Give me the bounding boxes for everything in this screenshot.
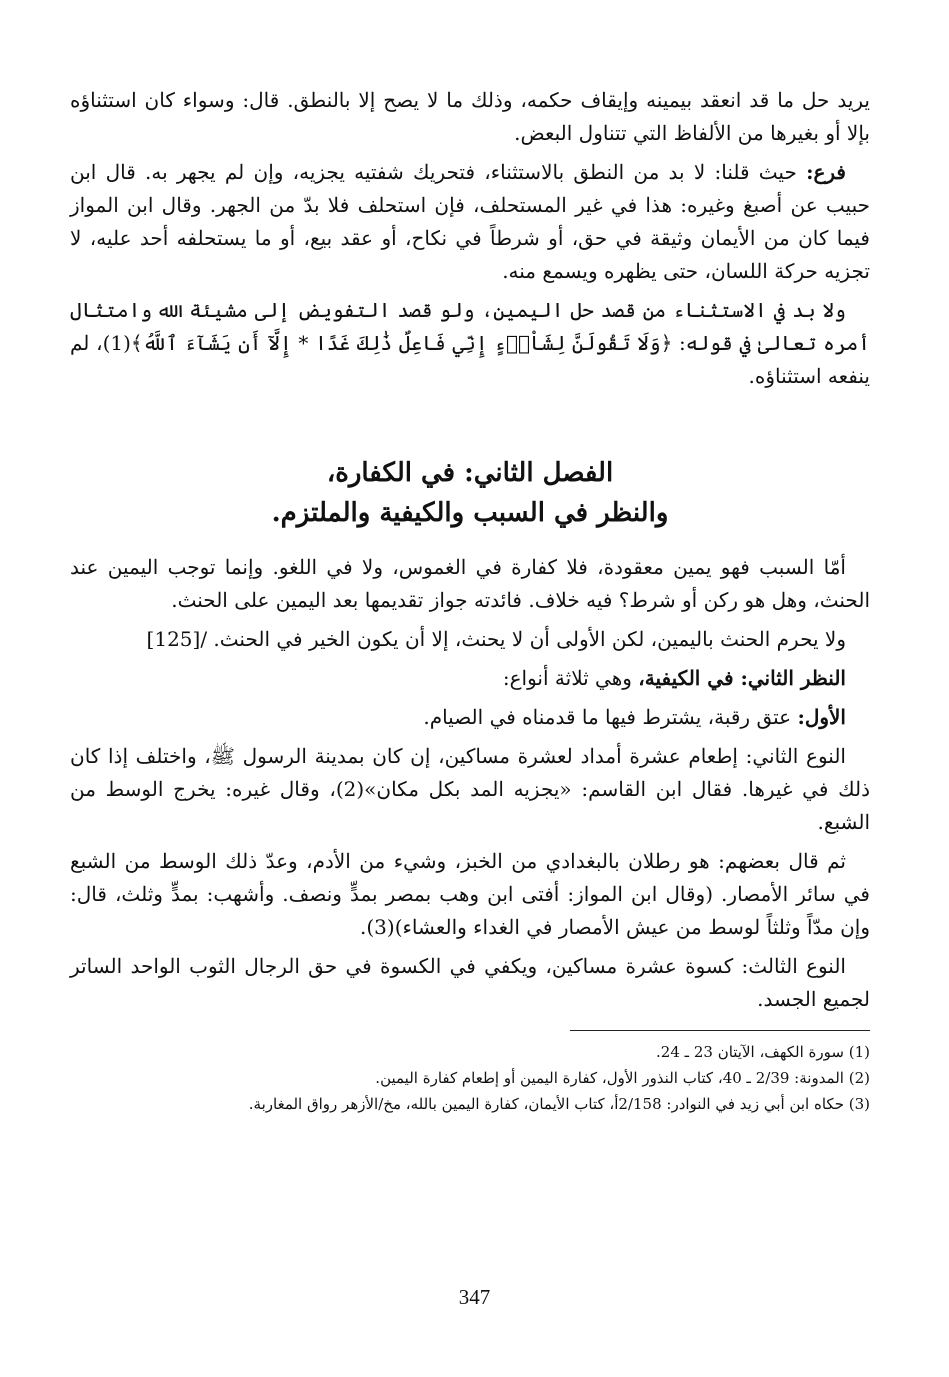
footnote-divider [570,1030,870,1031]
first-type-text: عتق رقبة، يشترط فيها ما قدمناه في الصيام. [423,705,798,729]
chapter-heading [70,453,870,533]
first-type-label: الأول: [797,705,846,729]
paragraph-intent: ولا بد في الاستثناء من قصد حل اليمين، ولو قصد التفويض إلى مشيئة الله وامتثال أمره تعالىٰ في قوله: ﴿وَلَا تَقُولَنَّ لِشَاْىۡءٍ إِنِّي فَاعِلٌ ذَٰلِكَ غَدًا * إِلَّآ أَن يَشَآءَ ٱللَّهُ﴾(1)، لم ينفعه استثناؤه. [70,298,870,388]
paragraph-exception-speech: يريد حل ما قد انعقد بيمينه وإيقاف حكمه، وذلك ما لا يصح إلا بالنطق. قال: وسواء كان استثناؤه بإلا أو بغيرها من الألفاظ التي تتناول البعض. [70,88,870,145]
paragraph-branch [70,156,870,288]
paragraph-third-type: النوع الثالث: كسوة عشرة مساكين، ويكفي في الكسوة في حق الرجال الثوب الواحد الساتر لجميع الجسد. [70,954,870,1011]
second-view-label: النظر الثاني: في الكيفية، [638,666,846,690]
paragraph-cause: أمّا السبب فهو يمين معقودة، فلا كفارة في الغموس، ولا في اللغو. وإنما توجب اليمين عند الحنث، وهل هو ركن أو شرط؟ فيه خلاف. فائدته جواز تقديمها بعد اليمين على الحنث. [70,555,870,612]
branch-text: حيث قلنا: لا بد من النطق بالاستثناء، فتحريك شفتيه يجزيه، وإن لم يجهر به. قال ابن حبيب عن أصبغ وغيره: هذا في غير المستحلف، فإن استحلف فلا بدّ من الجهر. وقال ابن المواز فيما كان من الأيمان وثيقة في حق، أو شرطاً في نكاح، أو عقد بيع، أو ما يستحلفه أحد عليه، لا تجزيه حركة اللسان، حتى يظهره ويسمع منه. [70,160,870,283]
footnote-3: (3) حكاه ابن أبي زيد في النوادر: 2/158أ، كتاب الأيمان، كفارة اليمين بالله، مخ/الأزهر رواق المغاربة. [248,1095,870,1113]
footnote-2: (2) المدونة: 2/39 ـ 40، كتاب النذور الأول، كفارة اليمين أو إطعام كفارة اليمين. [375,1069,870,1087]
paragraph-first-type [70,701,870,734]
footnote-1: (1) سورة الكهف، الآيتان 23 ـ 24. [656,1043,870,1061]
chapter-heading-line-1: الفصل الثاني: في الكفارة، [326,458,614,488]
branch-label: فرع: [806,160,846,184]
paragraph-second-type: النوع الثاني: إطعام عشرة أمداد لعشرة مساكين، إن كان بمدينة الرسول ﷺ، واختلف إذا كان ذلك في غيرها. فقال ابن القاسم: «يجزيه المد بكل مكان»(2)، وقال غيره: يخرج الوسط من الشبع. [70,744,871,834]
paragraph-measures: ثم قال بعضهم: هو رطلان بالبغدادي من الخبز، وشيء من الأدم، وعدّ ذلك الوسط من الشبع في سائر الأمصار. (وقال ابن المواز: أفتى ابن وهب بمصر بمدٍّ ونصف. وأشهب: بمدٍّ وثلث، قال: وإن مدّاً وثلثاً لوسط من عيش الأمصار في الغداء والعشاء)(3). [70,849,870,939]
second-view-text: وهي ثلاثة أنواع: [502,666,639,690]
chapter-heading-line-2: والنظر في السبب والكيفية والملتزم. [271,498,669,528]
document-page [70,84,870,1117]
page-number: 347 [458,1285,491,1309]
paragraph-second-view [70,662,870,695]
paragraph-breaking-oath: ولا يحرم الحنث باليمين، لكن الأولى أن لا يحنث، إلا أن يكون الخير في الحنث. /[125] [146,627,846,651]
